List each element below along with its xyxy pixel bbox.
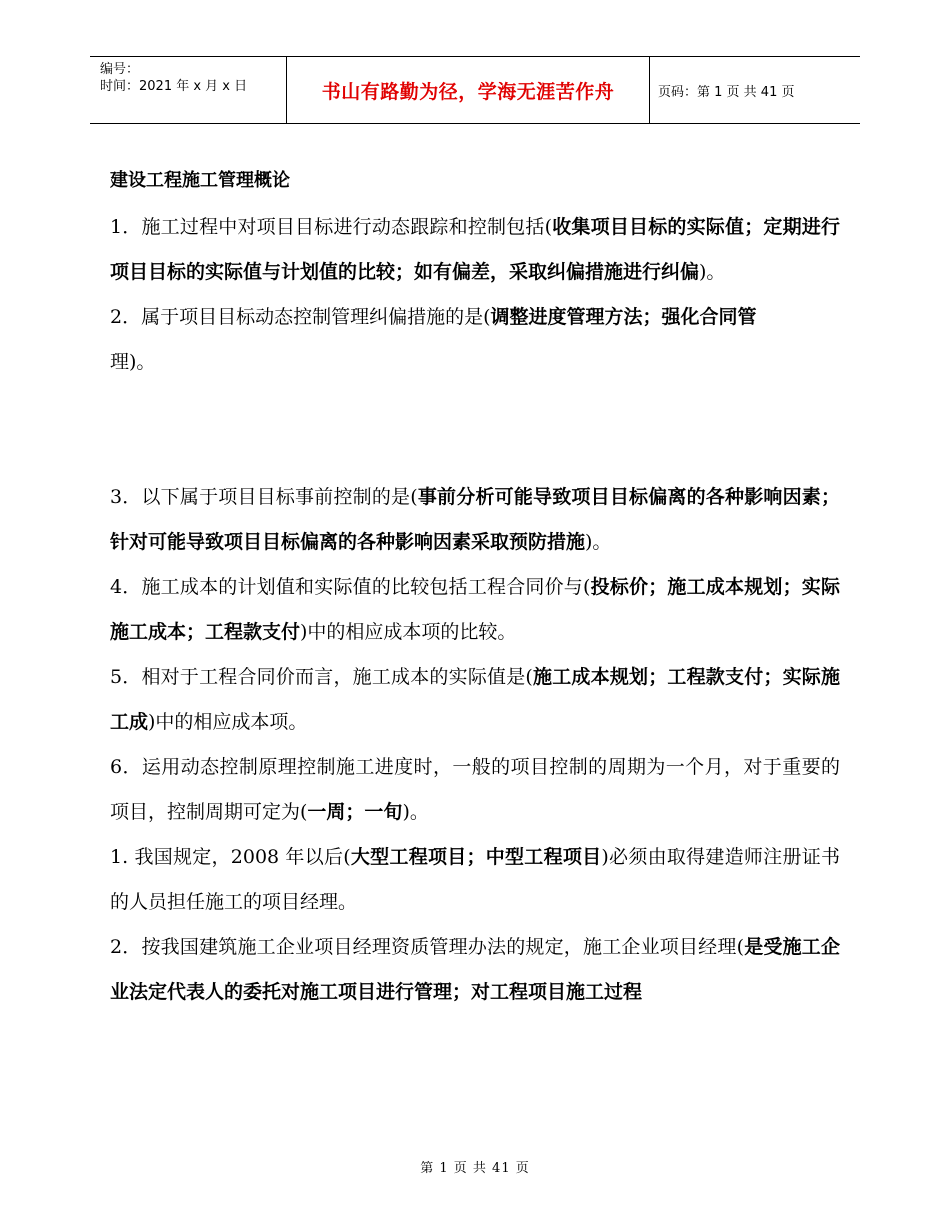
number-label: 编号： (100, 62, 140, 77)
para-text: 相对于工程合同价而言，施工成本的实际值是( (141, 666, 533, 688)
para-text: 以下属于项目目标事前控制的是( (141, 486, 418, 508)
para-text: 施工成本的计划值和实际值的比较包括工程合同价与( (141, 576, 591, 598)
answer-text: 一周；一旬 (307, 801, 403, 823)
para-number: 6． (110, 756, 142, 778)
page-info: 页码：第 1 页 共 41 页 (658, 84, 795, 100)
para-number: 4． (110, 576, 142, 598)
para-text: 属于项目目标动态控制管理纠偏措施的是( (141, 306, 491, 328)
para-number: 5． (110, 666, 142, 688)
answer-text: 投标价；施工成本规划；实际施工成本；工程款支付 (110, 576, 840, 643)
answer-text: 事前分析可能导致项目目标偏离的各种影响因素；针对可能导致项目目标偏离的各种影响因素采取预防措施 (110, 486, 840, 553)
answer-text: 收集项目目标的实际值；定期进行项目目标的实际值与计划值的比较；如有偏差，采取纠偏措施进行纠偏 (110, 216, 840, 283)
paragraph-8 (110, 925, 840, 1015)
para-text-end: )。 (699, 261, 726, 283)
para-text-end: )。 (585, 531, 612, 553)
motto-text: 书山有路勤为径，学海无涯苦作舟 (286, 57, 650, 123)
para-number: 1． (110, 216, 142, 238)
para-text: 按我国建筑施工企业项目经理资质管理办法的规定，施工企业项目经理( (141, 936, 744, 958)
document-title: 建设工程施工管理概论 (110, 170, 290, 191)
para-text-end: )必须由取得建造师注册证书的人员担任施工的项目经理。 (110, 846, 840, 913)
paragraph-6 (110, 745, 840, 835)
blank-gap (110, 385, 840, 475)
para-number: 1. (110, 846, 135, 868)
para-text: 我国规定，2008 年以后( (134, 846, 351, 868)
para-number: 2． (110, 306, 142, 328)
para-number: 2． (110, 936, 142, 958)
answer-text: 大型工程项目；中型工程项目 (350, 846, 602, 868)
time-label: 时间：2021 年 x 月 x 日 (100, 79, 248, 94)
para-text-end: )。 (402, 801, 429, 823)
answer-text: 施工成本规划；工程款支付；实际施工成 (110, 666, 840, 733)
paragraph-1 (110, 205, 840, 295)
paragraph-2-continued (110, 340, 840, 385)
para-text-end: )。 (129, 351, 156, 373)
paragraph-7 (110, 835, 840, 925)
para-text-end: )中的相应成本项。 (148, 711, 308, 733)
para-text: 施工过程中对项目目标进行动态跟踪和控制包括( (141, 216, 553, 238)
answer-text: 是受施工企业法定代表人的委托对施工项目进行管理；对工程项目施工过程 (110, 936, 840, 1003)
para-text-end: )中的相应成本项的比较。 (300, 621, 517, 643)
paragraph-2 (110, 295, 840, 340)
page-header (90, 56, 860, 124)
para-text: 理 (110, 351, 130, 373)
document-body (110, 166, 840, 1015)
page-footer: 第 1 页 共 41 页 (420, 1161, 530, 1176)
para-number: 3． (110, 486, 142, 508)
para-text: 运用动态控制原理控制施工进度时，一般的项目控制的周期为一个月，对于重要的项目，控制周期可定为( (110, 756, 840, 823)
paragraph-4 (110, 565, 840, 655)
paragraph-5 (110, 655, 840, 745)
paragraph-3 (110, 475, 840, 565)
answer-text: 调整进度管理方法；强化合同管 (490, 306, 757, 328)
header-meta (90, 57, 286, 123)
